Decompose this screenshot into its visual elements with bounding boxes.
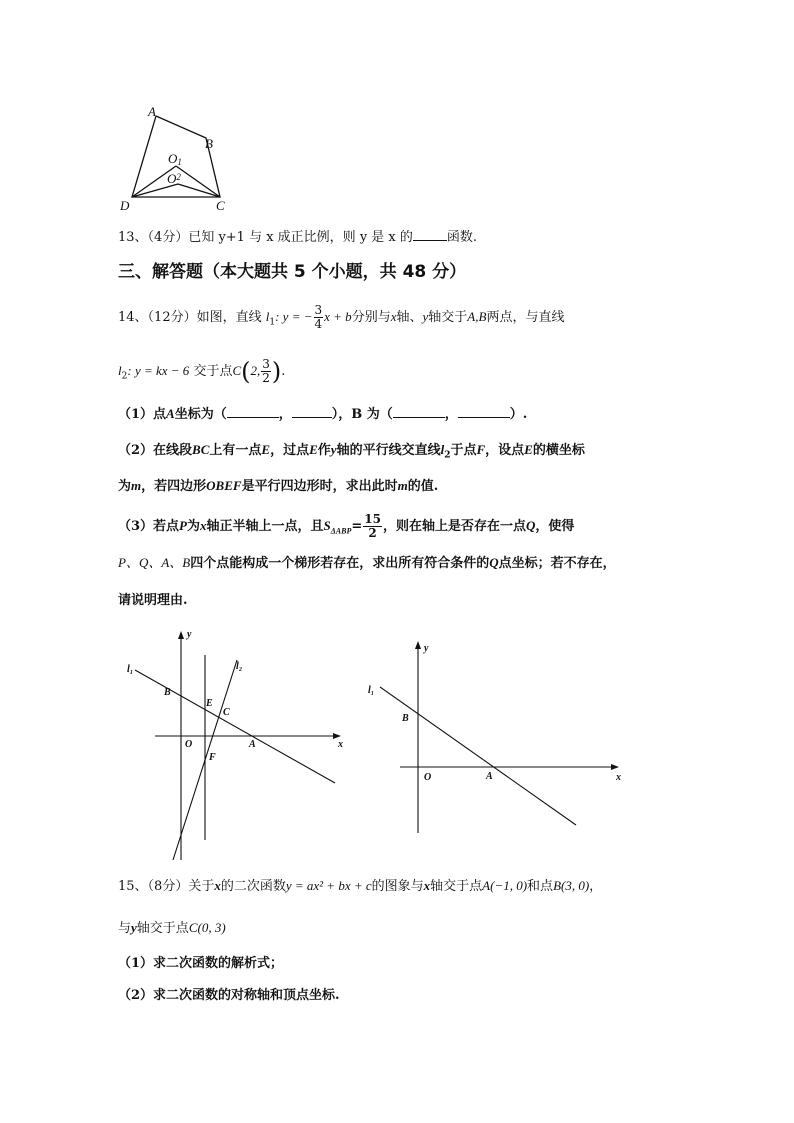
q14-part-2-line-2: 为m，若四边形OBEF是平行四边形时，求出此时m的值. — [118, 478, 439, 494]
graph2-label-y: y — [424, 643, 429, 654]
q15-line-1: 15、（8分）关于x的二次函数y = ax² + bx + c的图象与x轴交于点A(−1, 0)和点B(3, 0)， — [118, 878, 603, 894]
q14-part-3-line-3: 请说明理由. — [118, 593, 188, 608]
graph2-line-l1 — [380, 687, 576, 825]
blank-A-y — [292, 405, 332, 418]
q15-line-2: 与y轴交于点C(0, 3) — [118, 920, 226, 936]
q14-part-3-line-2: P、Q、A、B四个点能构成一个梯形若存在，求出所有符合条件的Q点坐标；若不存在， — [118, 555, 616, 571]
graph2-y-arrow — [415, 641, 421, 649]
label-O2: $O^2$ — [167, 171, 181, 186]
graph2-label-A: A — [486, 771, 493, 782]
q14-part-3-line-1: （3）若点P为x轴正半轴上一点，且$S_{\Delta ABP}=$ $\frac{15}{2}$ ，则在轴上是否存在一点Q，使得 — [118, 512, 575, 540]
graph1-label-B: B — [164, 687, 171, 698]
q13-blank — [413, 228, 447, 241]
graph1-label-l1: l₁ — [127, 664, 134, 675]
q13-suffix: 函数. — [446, 230, 478, 245]
line-C-O2 — [178, 184, 220, 197]
quadrilateral-figure — [110, 100, 250, 215]
graph1-label-C: C — [223, 707, 230, 718]
section-3-title: 三、解答题（本大题共 5 个小题，共 48 分） — [118, 262, 467, 282]
graph-2 — [360, 635, 630, 835]
q14-part-2-line-1: （2）在线段BC上有一点E，过点E作y轴的平行线交直线$l_2$于点F，设点E的横坐标 — [118, 442, 585, 461]
q15-part-2: （2）求二次函数的对称轴和顶点坐标. — [118, 988, 340, 1003]
q13-text: 13、（4分）已知 y+1 与 x 成正比例，则 y 是 x 的 — [118, 230, 413, 245]
q14-line-2: $l_2$: y = kx − 6 交于点C(2, $\frac{3}{2}$ ). — [118, 357, 286, 386]
q15-part-1: （1）求二次函数的解析式； — [118, 956, 284, 971]
graph1-label-l2: l₂ — [236, 661, 243, 672]
question-13 — [118, 228, 477, 247]
graph1-label-x: x — [338, 739, 343, 750]
label-C: C — [216, 198, 225, 213]
blank-A-x — [227, 405, 279, 418]
q14-part-1: （1）点A坐标为（ ， ），B 为（ ， ）. — [118, 406, 528, 422]
frac-3-2: $\frac{3}{2}$ — [262, 357, 270, 385]
label-A: A — [148, 104, 156, 119]
graph1-label-F: F — [209, 752, 216, 763]
graph1-label-A: A — [249, 739, 256, 750]
graph1-y-arrow — [178, 631, 184, 639]
frac-15-2: $\frac{15}{2}$ — [364, 512, 381, 540]
graph2-x-arrow — [611, 764, 619, 770]
graph-1 — [115, 625, 350, 865]
label-B: B — [205, 136, 213, 151]
label-O1: O1 — [168, 151, 182, 167]
graph1-label-O: O — [185, 739, 193, 750]
label-D: D — [120, 198, 130, 213]
blank-B-x — [393, 405, 445, 418]
graph1-label-E: E — [206, 698, 213, 709]
graph2-label-O: O — [424, 772, 432, 783]
graph2-label-l1: l₁ — [368, 685, 375, 696]
q14-line-1: 14、（12分）如图，直线 $l_1$: y = − $\frac{3}{4}$ x + b分别与x轴、y轴交于A,B两点，与直线 — [118, 303, 565, 331]
graph2-label-x: x — [616, 772, 621, 783]
frac-3-4: $\frac{3}{4}$ — [314, 303, 323, 331]
graph1-label-y: y — [187, 629, 192, 640]
graph2-label-B: B — [402, 713, 409, 724]
blank-B-y — [458, 405, 510, 418]
